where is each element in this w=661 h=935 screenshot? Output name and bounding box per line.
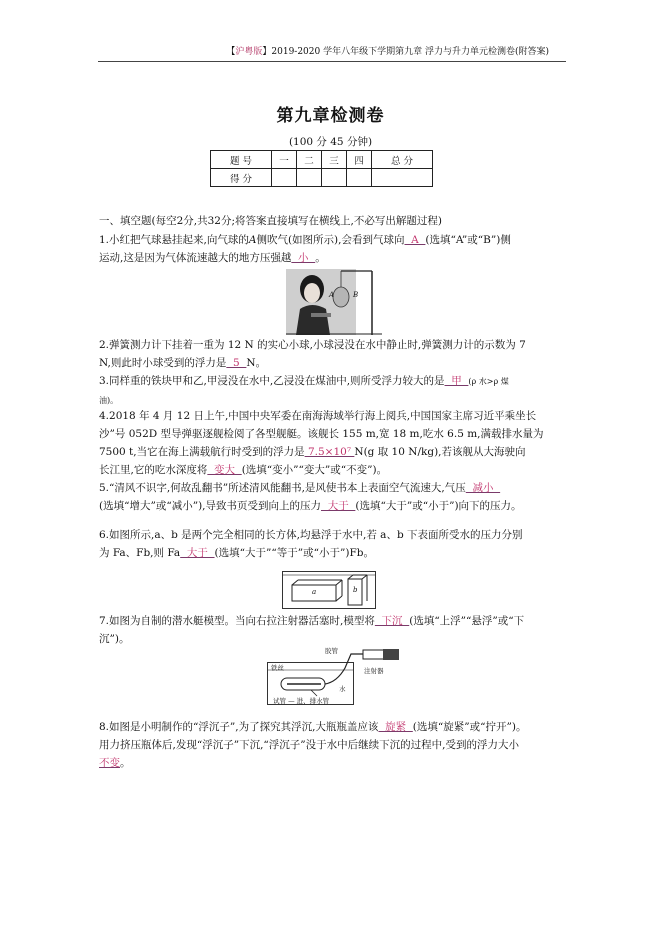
score-cell: 四: [347, 151, 372, 169]
answer-blank: 大于: [180, 547, 215, 559]
block-b-label: b: [353, 586, 358, 594]
score-table-header-row: [211, 151, 433, 169]
score-table-score-row: [211, 169, 433, 187]
score-cell: [272, 169, 297, 187]
score-cell: 得 分: [211, 169, 272, 187]
score-cell: 二: [297, 151, 322, 169]
answer-blank: 下沉: [374, 615, 410, 627]
header-rule: [98, 61, 566, 62]
answer-blank: 减小: [465, 482, 501, 494]
answer-blank: 5: [226, 357, 247, 369]
label-water: 水: [339, 685, 346, 693]
label-bottom: 试管 — 进、排水管: [273, 697, 330, 705]
block-a-label: a: [312, 588, 317, 596]
score-cell: 总 分: [372, 151, 433, 169]
question-6: 6.如图所示,a、b 是两个完全相同的长方体,均悬浮于水中,若 a、b 下表面所受水的压力分别 为 Fa、Fb,则 Fa 大于 (选填“大于”“等于”或“小于”)Fb。: [99, 529, 523, 559]
figure-blocks: [282, 571, 376, 609]
answer-blank: A: [404, 234, 426, 246]
question-8: 8.如图是小明制作的“浮沉子”,为了探究其浮沉,大瓶瓶盖应该 旋紧 (选填“旋紧”或“拧开”)。 用力挤压瓶体后,发现“浮沉子”下沉,“浮沉子”没于水中后继续下沉的过程中,受到的浮力大小 不变。: [99, 721, 527, 769]
question-4: 4.2018 年 4 月 12 日上午,中国中央军委在南海海域举行海上阅兵,中国国家主席习近平乘坐长 沙”号 052D 型导弹驱逐舰检阅了各型舰艇。该舰长 155 m,宽 18 m,吃水 6.5 m,满载排水量为 7500 t,当它在海上满载航行时受到的浮力是 7.5×10⁷ N(g 取 10 N/kg),若该舰从大海驶向 长江里,它的吃水深度将 变大 (选填“变小”“变大”或“不变”)。: [99, 410, 544, 476]
score-cell: [297, 169, 322, 187]
answer-blank: 不变: [99, 757, 120, 769]
answer-blank: 旋紧: [378, 721, 413, 733]
figure-submarine: [267, 648, 403, 710]
question-5: 5.“清风不识字,何故乱翻书”所述清风能翻书,是风使书本上表面空气流速大,气压 减小 (选填“增大”或“减小”),导致书页受到向上的压力 大于 (选填“大于”或“小于”)向下的压力。: [99, 482, 522, 512]
balloon-illustration: [286, 269, 382, 335]
question-7: 7.如图为自制的潜水艇模型。当向右拉注射器活塞时,模型将 下沉 (选填“上浮”“悬浮”或“下 沉”)。: [99, 615, 525, 645]
label-wire: 铁丝: [271, 664, 284, 672]
score-cell: 一: [272, 151, 297, 169]
answer-blank: 7.5×10⁷: [304, 446, 355, 458]
answer-blank: 大于: [321, 500, 356, 512]
header-highlight: 沪粤版: [235, 47, 263, 57]
label-syringe: 注射器: [364, 667, 384, 675]
score-cell: [322, 169, 347, 187]
exam-subtitle: (100 分 45 分钟): [288, 136, 373, 148]
label-b: B: [353, 291, 359, 299]
label-a: A: [329, 291, 335, 299]
answer-blank: 小: [291, 252, 316, 264]
figure-balloon: [286, 269, 382, 335]
score-cell: [372, 169, 433, 187]
label-tube: 胶管: [325, 647, 338, 655]
score-cell: 三: [322, 151, 347, 169]
question-2: 2.弹簧测力计下挂着一重为 12 N 的实心小球,小球浸没在水中静止时,弹簧测力计的示数为 7 N,则此时小球受到的浮力是 5 N。: [99, 339, 526, 369]
answer-blank: 变大: [207, 464, 242, 476]
page-title: 第九章检测卷: [276, 106, 385, 126]
document-header: 【沪粤版】2019-2020 学年八年级下学期第九章 浮力与升力单元检测卷(附答案): [226, 47, 549, 57]
section-heading: 一、填空题(每空2分,共32分;将答案直接填写在横线上,不必写出解题过程): [99, 215, 442, 227]
score-cell: 题 号: [211, 151, 272, 169]
question-3: 3.同样重的铁块甲和乙,甲浸没在水中,乙浸没在煤油中,则所受浮力较大的是 甲 (ρ 水>ρ 煤 油)。: [99, 375, 509, 405]
blocks-illustration: [282, 571, 376, 609]
score-cell: [347, 169, 372, 187]
answer-blank: 甲: [444, 375, 469, 387]
question-1: 1.小红把气球悬挂起来,向气球的A侧吹气(如图所示),会看到气球向 A (选填“A”或“B”)侧 运动,这是因为气体流速越大的地方压强越 小 。: [99, 234, 511, 264]
score-table: [210, 150, 433, 187]
